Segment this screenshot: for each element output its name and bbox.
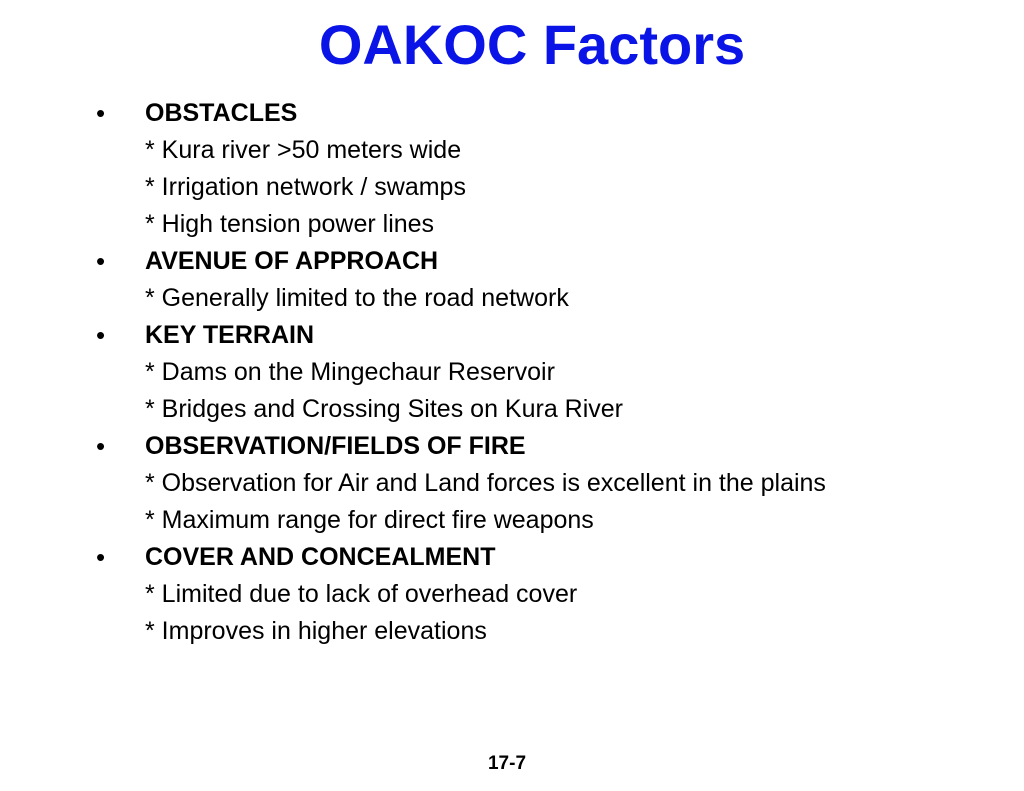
- factor-heading: KEY TERRAIN: [145, 321, 315, 349]
- bullet-icon: •: [96, 542, 106, 572]
- slide-title: OAKOC Factors: [318, 13, 746, 76]
- factor-item-avenue-of-approach: [0, 243, 1024, 317]
- factor-detail: * Bridges and Crossing Sites on Kura River: [145, 395, 624, 423]
- bullet-icon: •: [96, 98, 106, 128]
- factor-list: [0, 95, 1024, 650]
- factor-detail: * Irrigation network / swamps: [145, 173, 466, 201]
- factor-detail: * Improves in higher elevations: [145, 617, 487, 645]
- factor-item-key-terrain: [0, 317, 1024, 428]
- factor-heading: OBSERVATION/FIELDS OF FIRE: [145, 432, 526, 460]
- factor-heading: AVENUE OF APPROACH: [145, 247, 439, 275]
- bullet-icon: •: [96, 246, 106, 276]
- factor-heading: COVER AND CONCEALMENT: [145, 543, 496, 571]
- page-number: 17-7: [487, 753, 527, 774]
- factor-item-cover-and-concealment: [0, 539, 1024, 650]
- factor-item-obstacles: [0, 95, 1024, 243]
- factor-heading: OBSTACLES: [145, 99, 298, 127]
- factor-detail: * Kura river >50 meters wide: [145, 136, 462, 164]
- bullet-icon: •: [96, 320, 106, 350]
- factor-detail: * High tension power lines: [145, 210, 435, 238]
- factor-detail: * Dams on the Mingechaur Reservoir: [145, 358, 555, 386]
- factor-detail: * Maximum range for direct fire weapons: [145, 506, 594, 534]
- factor-detail: * Generally limited to the road network: [145, 284, 569, 312]
- factor-detail: * Observation for Air and Land forces is excellent in the plains: [145, 469, 826, 497]
- bullet-icon: •: [96, 431, 106, 461]
- factor-item-observation-fields-of-fire: [0, 428, 1024, 539]
- factor-detail: * Limited due to lack of overhead cover: [145, 580, 578, 608]
